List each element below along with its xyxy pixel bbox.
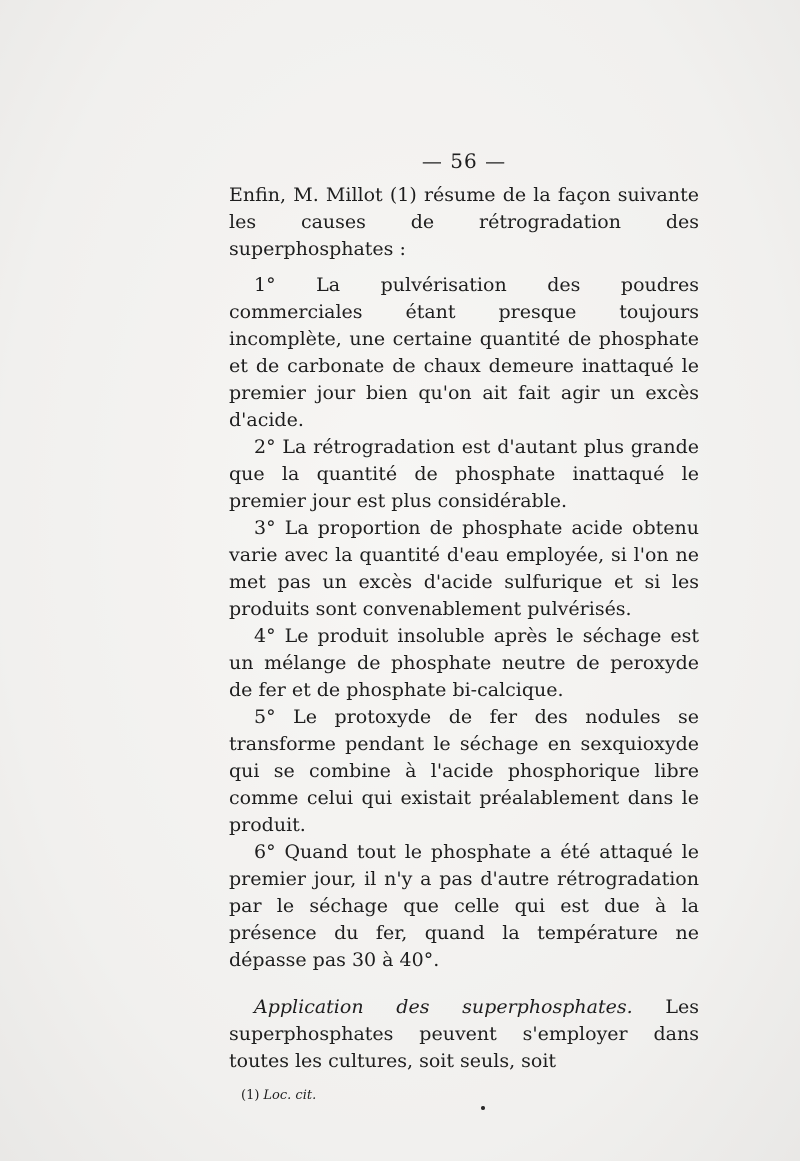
- footnote-citation: Loc. cit.: [263, 1088, 317, 1103]
- section-paragraph: [229, 994, 699, 1075]
- footnote-marker: (1): [241, 1088, 260, 1103]
- footnote: [229, 1087, 699, 1105]
- cause-5-paragraph: 5° Le protoxyde de fer des nodules se transforme pendant le séchage en sexquioxyde qui se combine à l'acide phosphorique libre comme celui qui existait préalablement dans le produit.: [229, 706, 699, 836]
- cause-1-paragraph: 1° La pulvérisation des poudres commerciales étant presque toujours incomplète, une certaine quantité de phosphate et de carbonate de chaux demeure inattaqué le premier jour bien qu'on ait fait agir un excès d'acide.: [229, 274, 699, 431]
- page-number: — 56 —: [421, 149, 507, 173]
- cause-6-paragraph: 6° Quand tout le phosphate a été attaqué le premier jour, il n'y a pas d'autre rétrogradation par le séchage que celle qui est due à la présence du fer, quand la température ne dépasse pas 30 à 40°.: [229, 841, 699, 971]
- section-text: Les superphosphates peuvent s'employer dans toutes les cultures, soit seuls, soit: [229, 996, 699, 1072]
- section-heading: Application des superphosphates.: [254, 996, 633, 1018]
- cause-4-paragraph: 4° Le produit insoluble après le séchage est un mélange de phosphate neutre de peroxyde de fer et de phosphate bi-calcique.: [229, 625, 699, 701]
- cause-3-paragraph: 3° La proportion de phosphate acide obtenu varie avec la quantité d'eau employée, si l'on ne met pas un excès d'acide sulfurique et si les produits sont convenablement pulvérisés.: [229, 517, 699, 620]
- ink-speck: [481, 1106, 485, 1110]
- page-body: [229, 148, 699, 1105]
- intro-paragraph: Enfin, M. Millot (1) résume de la façon suivante les causes de rétrogradation des superphosphates :: [229, 184, 699, 260]
- cause-2-paragraph: 2° La rétrogradation est d'autant plus grande que la quantité de phosphate inattaqué le premier jour est plus considérable.: [229, 436, 699, 512]
